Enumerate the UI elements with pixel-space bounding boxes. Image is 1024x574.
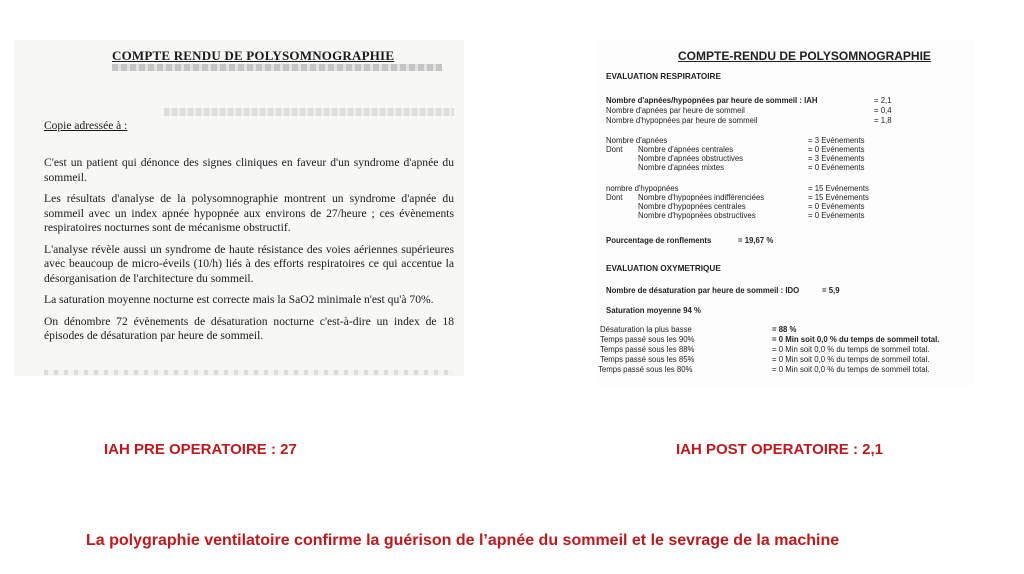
apnees-obstructives-value: = 3 Evénements [808,154,865,163]
hypo-centrales-value: = 0 Evénements [808,202,865,211]
left-report-paragraph: La saturation moyenne nocturne est correcte mais la SaO2 minimale n'est qu'à 70%. [44,293,434,306]
left-report-illegible-line-2 [164,108,454,116]
hypo-h-value: = 1,8 [874,116,892,125]
apnees-mixtes-value: = 0 Evénements [808,163,865,172]
t80-value: = 0 Min soit 0,0 % du temps de sommeil total. [772,365,930,374]
apnees-mixtes-label: Nombre d'apnées mixtes [638,163,724,172]
nb-apnees-label: Nombre d'apnées [606,136,668,145]
right-report-title: COMPTE-RENDU DE POLYSOMNOGRAPHIE [678,49,931,63]
hypo-indiff-label: Nombre d'hypopnées indifférenciées [638,193,765,202]
ido-value: = 5,9 [822,286,840,295]
t85-label: Temps passé sous les 85% [600,355,695,364]
left-report-body [44,156,454,351]
desat-basse-value: = 88 % [772,325,797,334]
t85-value: = 0 Min soit 0,0 % du temps de sommeil total. [772,355,930,364]
pre-op-iah-caption: IAH PRE OPERATOIRE : 27 [104,441,297,458]
iah-label: Nombre d'apnées/hypopnées par heure de sommeil : IAH [606,96,818,105]
apnees-centrales-label: Nombre d'apnées centrales [638,145,734,154]
t80-label: Temps passé sous les 80% [598,365,693,374]
left-report-paragraph: L'analyse révèle aussi un syndrome de haute résistance des voies aériennes supérieures avec beaucoup de micro-éveils (10/h) liés à des efforts respiratoires ce qui accentue la désorganisation de l'architecture du sommeil. [44,242,454,285]
desat-basse-label: Désaturation la plus basse [600,325,692,334]
left-report-paragraph: On dénombre 72 évènements de désaturation nocturne c'est-à-dire un index de 18 épisodes de désaturation par heure de sommeil. [44,314,454,342]
hypo-h-label: Nombre d'hypopnées par heure de sommeil [606,116,758,125]
apnees-obstructives-label: Nombre d'apnées obstructives [638,154,744,163]
conclusion-text: La polygraphie ventilatoire confirme la guérison de l’apnée du sommeil et le sevrage de la machine [86,532,840,549]
resp-section-heading: EVALUATION RESPIRATOIRE [606,72,721,81]
iah-value: = 2,1 [874,96,892,105]
apnees-h-value: = 0,4 [874,106,892,115]
hypo-centrales-label: Nombre d'hypopnées centrales [638,202,746,211]
apnees-centrales-value: = 0 Evénements [808,145,865,154]
oxy-section-heading: EVALUATION OXYMETRIQUE [606,264,721,273]
left-report-title: COMPTE RENDU DE POLYSOMNOGRAPHIE [112,48,395,63]
left-report-copy-label: Copie adressée à : [44,120,128,132]
hypo-indiff-value: = 15 Evénements [808,193,869,202]
t90-value: = 0 Min soit 0,0 % du temps de sommeil total. [772,335,940,344]
post-op-report [596,40,974,386]
left-report-paragraph: C'est un patient qui dénonce des signes cliniques en faveur d'un syndrome d'apnée du sommeil. [44,156,454,184]
nb-hypo-value: = 15 Evénements [808,184,869,193]
dont-label: Dont [606,145,623,154]
hypo-obstructives-value: = 0 Evénements [808,211,865,220]
ido-label: Nombre de désaturation par heure de sommeil : IDO [606,286,800,295]
left-report-illegible-line [112,64,442,71]
left-report-illegible-line-3 [44,370,454,375]
pre-op-report-scan [14,40,464,376]
t88-label: Temps passé sous les 88% [600,345,695,354]
left-report-paragraph: Les résultats d'analyse de la polysomnographie montrent un syndrome d'apnée du sommeil avec un index apnée hypopnée aux environs de 27/heure ; ces évènements respiratoires nocturnes sont de mécanisme obstructif. [44,192,454,234]
ronflements-value: = 19,67 % [738,236,774,245]
apnees-h-label: Nombre d'apnées par heure de sommeil [606,106,745,115]
ronflements-label: Pourcentage de ronflements [606,236,712,245]
post-op-iah-caption: IAH POST OPERATOIRE : 2,1 [676,441,883,458]
saturation-moyenne: Saturation moyenne 94 % [606,306,701,315]
dont-label: Dont [606,193,623,202]
t88-value: = 0 Min soit 0,0 % du temps de sommeil total. [772,345,930,354]
t90-label: Temps passé sous les 90% [600,335,695,344]
nb-apnees-value: = 3 Evénements [808,136,865,145]
nb-hypo-label: nombre d'hypopnées [606,184,679,193]
hypo-obstructives-label: Nombre d'hypopnées obstructives [638,211,756,220]
